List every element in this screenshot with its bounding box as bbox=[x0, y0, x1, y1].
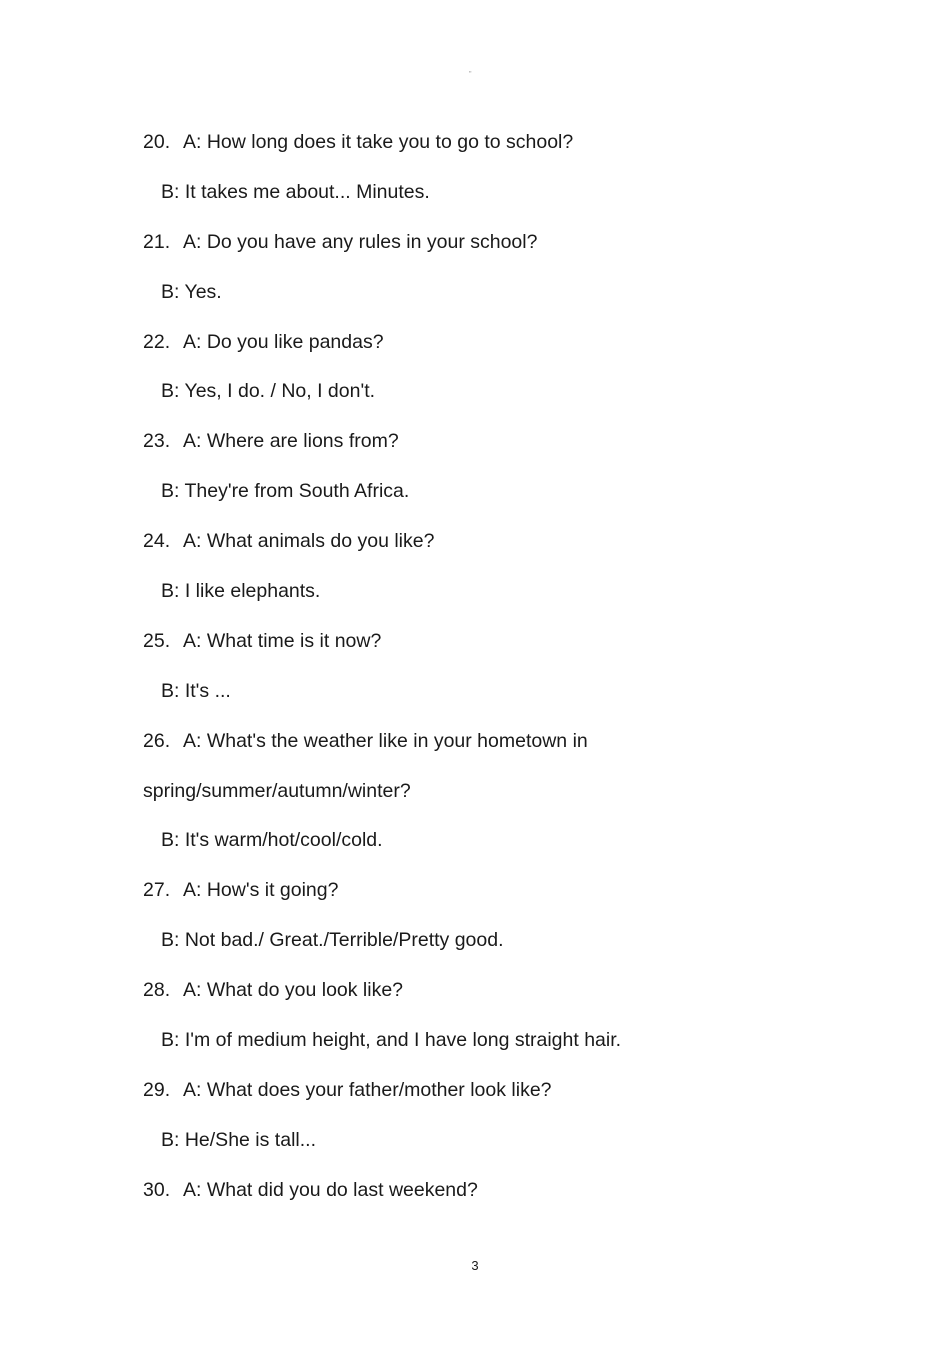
question-text: A: What did you do last weekend? bbox=[183, 1178, 478, 1201]
question-line-26-continued bbox=[143, 774, 863, 824]
header-mark: " bbox=[469, 71, 472, 78]
answer-line-27 bbox=[143, 923, 863, 973]
item-number: 22. bbox=[143, 330, 171, 353]
answer-text: B: It's warm/hot/cool/cold. bbox=[161, 829, 383, 852]
question-text: A: How long does it take you to go to school? bbox=[183, 131, 574, 153]
question-text: A: How's it going? bbox=[183, 879, 339, 902]
answer-text: B: It's ... bbox=[161, 679, 231, 702]
item-number: 25. bbox=[143, 629, 171, 652]
question-line-30 bbox=[143, 1173, 863, 1223]
question-text: A: What do you look like? bbox=[183, 979, 404, 1002]
page-number: 3 bbox=[471, 1258, 479, 1273]
answer-text: B: I'm of medium height, and I have long straight hair. bbox=[161, 1029, 622, 1052]
question-line-29 bbox=[143, 1073, 863, 1123]
question-line-25 bbox=[143, 624, 863, 674]
answer-text: B: They're from South Africa. bbox=[161, 480, 410, 503]
item-number: 27. bbox=[143, 879, 171, 902]
item-number: 30. bbox=[143, 1178, 171, 1201]
answer-line-29 bbox=[143, 1123, 863, 1173]
answer-line-26 bbox=[143, 823, 863, 873]
answer-text: B: It takes me about... Minutes. bbox=[161, 180, 430, 203]
question-text: A: What does your father/mother look like? bbox=[183, 1078, 552, 1101]
item-number: 20. bbox=[143, 131, 171, 153]
item-number: 26. bbox=[143, 729, 171, 752]
answer-line-22 bbox=[143, 374, 863, 424]
item-number: 28. bbox=[143, 979, 171, 1002]
answer-text: B: Yes, I do. / No, I don't. bbox=[161, 380, 376, 403]
answer-text: B: Not bad./ Great./Terrible/Pretty good. bbox=[161, 929, 504, 952]
answer-line-21 bbox=[143, 275, 863, 325]
question-text: A: Where are lions from? bbox=[183, 430, 399, 453]
answer-line-25 bbox=[143, 674, 863, 724]
question-line-27 bbox=[143, 873, 863, 923]
answer-line-24 bbox=[143, 574, 863, 624]
answer-line-20 bbox=[143, 175, 863, 225]
question-line-26 bbox=[143, 724, 863, 774]
answer-text: B: Yes. bbox=[161, 280, 222, 303]
question-line-23 bbox=[143, 424, 863, 474]
answer-text: B: I like elephants. bbox=[161, 580, 321, 603]
question-text: A: What's the weather like in your hometown in bbox=[183, 729, 588, 752]
item-number: 29. bbox=[143, 1078, 171, 1101]
item-number: 23. bbox=[143, 430, 171, 453]
question-text: A: What animals do you like? bbox=[183, 530, 435, 553]
question-line-28 bbox=[143, 973, 863, 1023]
answer-line-28 bbox=[143, 1023, 863, 1073]
question-text: A: Do you have any rules in your school? bbox=[183, 230, 538, 253]
answer-text: B: He/She is tall... bbox=[161, 1128, 316, 1151]
question-line-22 bbox=[143, 325, 863, 375]
dialogue-list bbox=[143, 125, 863, 1223]
answer-line-23 bbox=[143, 474, 863, 524]
question-line-24 bbox=[143, 524, 863, 574]
question-text: A: Do you like pandas? bbox=[183, 330, 384, 353]
question-text: A: What time is it now? bbox=[183, 629, 382, 652]
question-line-20 bbox=[143, 125, 863, 175]
question-line-21 bbox=[143, 225, 863, 275]
item-number: 21. bbox=[143, 230, 171, 253]
question-text-continued: spring/summer/autumn/winter? bbox=[143, 779, 411, 802]
item-number: 24. bbox=[143, 530, 171, 553]
